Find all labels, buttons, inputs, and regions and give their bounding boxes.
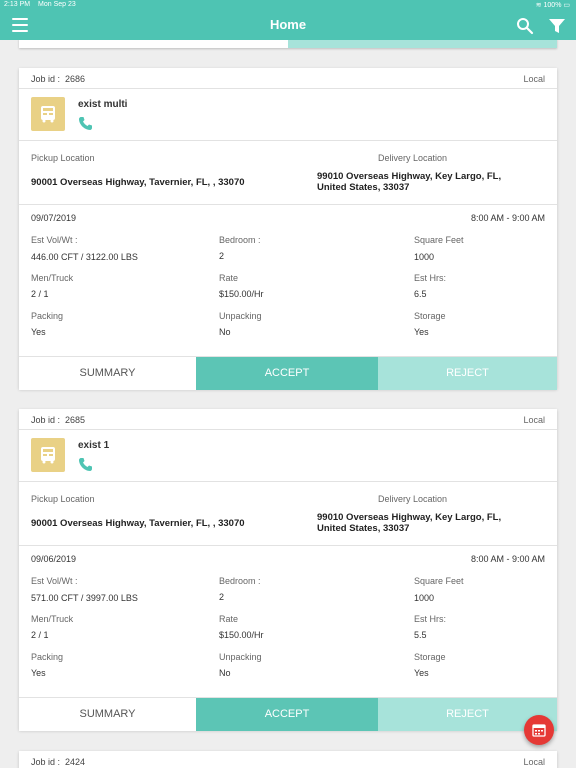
status-time: 2:13 PM	[4, 1, 31, 8]
est-hrs-value: 6.5	[414, 289, 427, 299]
reject-button[interactable]: REJECT	[378, 698, 557, 731]
pickup-label: Pickup Location	[31, 494, 95, 504]
delivery-label: Delivery Location	[378, 153, 448, 163]
pickup-label: Pickup Location	[31, 153, 95, 163]
unpacking-label: Unpacking	[219, 311, 262, 321]
wifi-icon: ≋	[535, 2, 542, 9]
truck-icon	[31, 97, 65, 131]
job-actions	[19, 356, 557, 389]
bedroom-label: Bedroom :	[219, 576, 261, 586]
truck-icon	[31, 438, 65, 472]
search-icon[interactable]	[516, 17, 534, 35]
customer-name: exist multi	[78, 99, 128, 110]
job-id: 2685	[65, 415, 86, 425]
phone-icon[interactable]	[78, 116, 93, 131]
job-actions	[19, 697, 557, 730]
delivery-address-line2: United States, 33037	[317, 523, 410, 534]
delivery-address	[317, 512, 547, 534]
rate-label: Rate	[219, 614, 239, 624]
storage-value: Yes	[414, 668, 429, 678]
job-time: 8:00 AM - 9:00 AM	[470, 554, 545, 564]
rate-label: Rate	[219, 273, 239, 283]
est-vol-value: 446.00 CFT / 3122.00 LBS	[31, 252, 138, 262]
summary-button[interactable]: SUMMARY	[19, 357, 196, 390]
job-type: Local	[523, 74, 545, 84]
previous-card-partial	[19, 40, 557, 48]
job-list[interactable]	[0, 40, 576, 768]
job-date: 09/07/2019	[31, 213, 77, 223]
status-date: Mon Sep 23	[38, 1, 76, 8]
est-vol-label: Est Vol/Wt :	[31, 235, 78, 245]
men-truck-value: 2 / 1	[31, 289, 49, 299]
job-id-label: Job id :	[31, 74, 61, 84]
job-details	[19, 546, 557, 697]
bedroom-label: Bedroom :	[219, 235, 261, 245]
page-title: Home	[269, 17, 307, 32]
unpacking-label: Unpacking	[219, 652, 262, 662]
nav-bar	[0, 11, 576, 40]
men-truck-label: Men/Truck	[31, 614, 74, 624]
job-card	[19, 68, 557, 389]
est-vol-value: 571.00 CFT / 3997.00 LBS	[31, 593, 138, 603]
square-feet-label: Square Feet	[414, 235, 464, 245]
packing-label: Packing	[31, 652, 64, 662]
battery-icon: ▭	[563, 2, 570, 9]
men-truck-label: Men/Truck	[31, 273, 74, 283]
est-hrs-value: 5.5	[414, 630, 427, 640]
packing-value: Yes	[31, 327, 46, 337]
bedroom-value: 2	[219, 592, 225, 602]
reject-button[interactable]: REJECT	[378, 357, 557, 390]
job-id: 2686	[65, 74, 86, 84]
square-feet-label: Square Feet	[414, 576, 464, 586]
job-details	[19, 205, 557, 356]
status-bar	[0, 0, 576, 11]
est-hrs-label: Est Hrs:	[414, 273, 447, 283]
storage-value: Yes	[414, 327, 429, 337]
men-truck-value: 2 / 1	[31, 630, 49, 640]
unpacking-value: No	[219, 668, 231, 678]
delivery-label: Delivery Location	[378, 494, 448, 504]
job-date: 09/06/2019	[31, 554, 77, 564]
packing-label: Packing	[31, 311, 64, 321]
accept-button[interactable]: ACCEPT	[196, 357, 378, 390]
storage-label: Storage	[414, 311, 446, 321]
delivery-address-line2: United States, 33037	[317, 182, 410, 193]
rate-value: $150.00/Hr	[219, 630, 264, 640]
summary-button[interactable]: SUMMARY	[19, 698, 196, 731]
filter-icon[interactable]	[548, 17, 566, 35]
pickup-address: 90001 Overseas Highway, Tavernier, FL, , 33070	[31, 518, 245, 529]
delivery-address-line1: 99010 Overseas Highway, Key Largo, FL,	[317, 171, 502, 182]
delivery-address	[317, 171, 547, 193]
square-feet-value: 1000	[414, 593, 435, 603]
accept-button[interactable]: ACCEPT	[196, 698, 378, 731]
customer-name: exist 1	[78, 440, 110, 451]
job-id-label: Job id :	[31, 415, 61, 425]
calendar-fab-button[interactable]	[524, 715, 554, 745]
packing-value: Yes	[31, 668, 46, 678]
rate-value: $150.00/Hr	[219, 289, 264, 299]
bedroom-value: 2	[219, 251, 225, 261]
job-time: 8:00 AM - 9:00 AM	[470, 213, 545, 223]
job-type: Local	[523, 757, 545, 767]
job-id: 2424	[65, 757, 86, 767]
unpacking-value: No	[219, 327, 231, 337]
job-id-label: Job id :	[31, 757, 61, 767]
job-card	[19, 409, 557, 730]
battery-level: 100%	[543, 2, 562, 9]
job-type: Local	[523, 415, 545, 425]
delivery-address-line1: 99010 Overseas Highway, Key Largo, FL,	[317, 512, 502, 523]
phone-icon[interactable]	[78, 457, 93, 472]
est-vol-label: Est Vol/Wt :	[31, 576, 78, 586]
pickup-address: 90001 Overseas Highway, Tavernier, FL, , 33070	[31, 177, 245, 188]
storage-label: Storage	[414, 652, 446, 662]
job-card	[19, 751, 557, 768]
square-feet-value: 1000	[414, 252, 435, 262]
calendar-icon	[532, 723, 546, 737]
est-hrs-label: Est Hrs:	[414, 614, 447, 624]
